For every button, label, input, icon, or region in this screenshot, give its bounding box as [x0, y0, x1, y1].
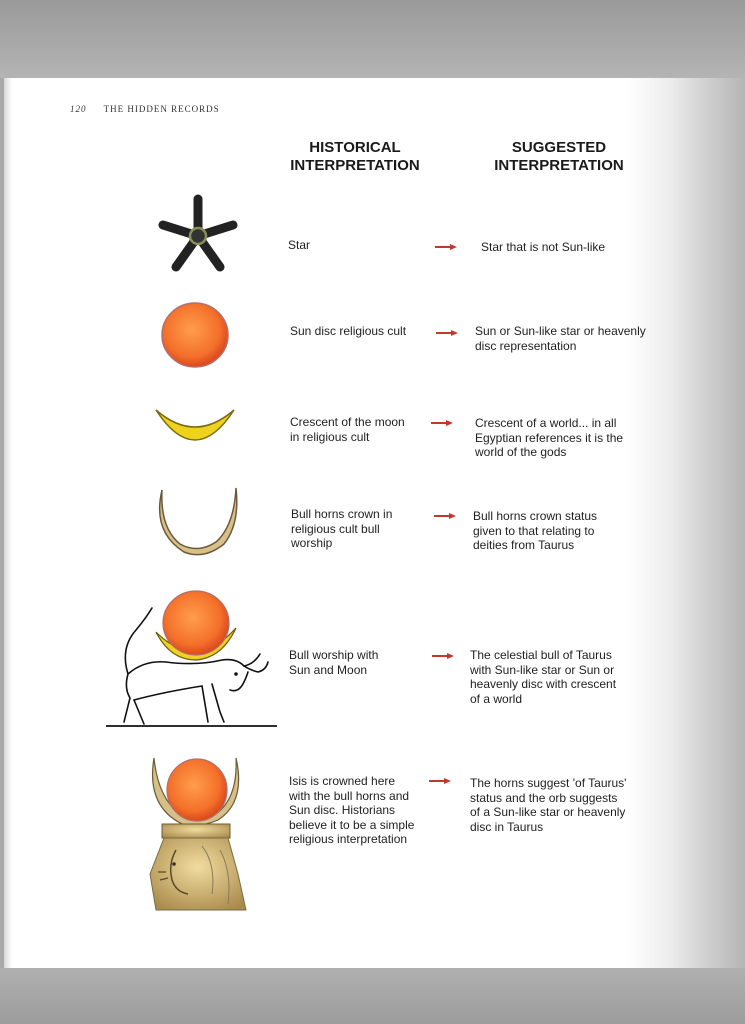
book-page	[4, 78, 745, 968]
suggested-column-heading: SUGGESTED INTERPRETATION	[494, 139, 624, 174]
crescent-moon-icon	[152, 406, 238, 450]
right-arrow-icon	[434, 243, 458, 251]
bull-horns-icon	[154, 486, 240, 560]
row-1-historical: Star	[288, 238, 311, 252]
row-3-historical: Crescent of the moon in religious cult	[290, 415, 405, 444]
page-edge	[4, 78, 12, 968]
running-head	[70, 104, 220, 114]
row-3-suggested: Crescent of a world... in all Egyptian references it is the world of the gods	[475, 416, 624, 459]
row-4-suggested: Bull horns crown status given to that relating to deities from Taurus	[473, 509, 598, 552]
row-2-historical: Sun disc religious cult	[290, 324, 407, 338]
row-6-suggested: The horns suggest 'of Taurus' status and the orb suggests of a Sun-like star or heavenly disc in Taurus	[470, 776, 627, 834]
row-5-historical: Bull worship with Sun and Moon	[289, 648, 379, 677]
row-5-suggested: The celestial bull of Taurus with Sun-like star or Sun or heavenly disc with crescent of a world	[470, 648, 617, 706]
book-title: THE HIDDEN RECORDS	[103, 104, 220, 114]
row-2-suggested: Sun or Sun-like star or heavenly disc representation	[475, 324, 646, 353]
sun-disc-icon	[158, 300, 232, 370]
right-arrow-icon	[430, 419, 454, 427]
scan-background-bottom	[0, 968, 745, 1024]
scan-background-top	[0, 0, 745, 78]
bull-with-sun-and-moon-illustration	[104, 588, 279, 733]
row-6-historical: Isis is crowned here with the bull horns and Sun disc. Historians believe it to be a simple religious interpretation	[289, 774, 415, 846]
right-arrow-icon	[433, 512, 457, 520]
isis-crown-illustration	[142, 754, 252, 914]
right-arrow-icon	[435, 329, 459, 337]
row-1-suggested: Star that is not Sun-like	[481, 240, 606, 254]
row-4-historical: Bull horns crown in religious cult bull worship	[291, 507, 393, 550]
star-icon	[156, 194, 240, 278]
page-number: 120	[70, 104, 87, 114]
right-arrow-icon	[431, 652, 455, 660]
historical-column-heading: HISTORICAL INTERPRETATION	[290, 139, 420, 174]
right-arrow-icon	[428, 777, 452, 785]
